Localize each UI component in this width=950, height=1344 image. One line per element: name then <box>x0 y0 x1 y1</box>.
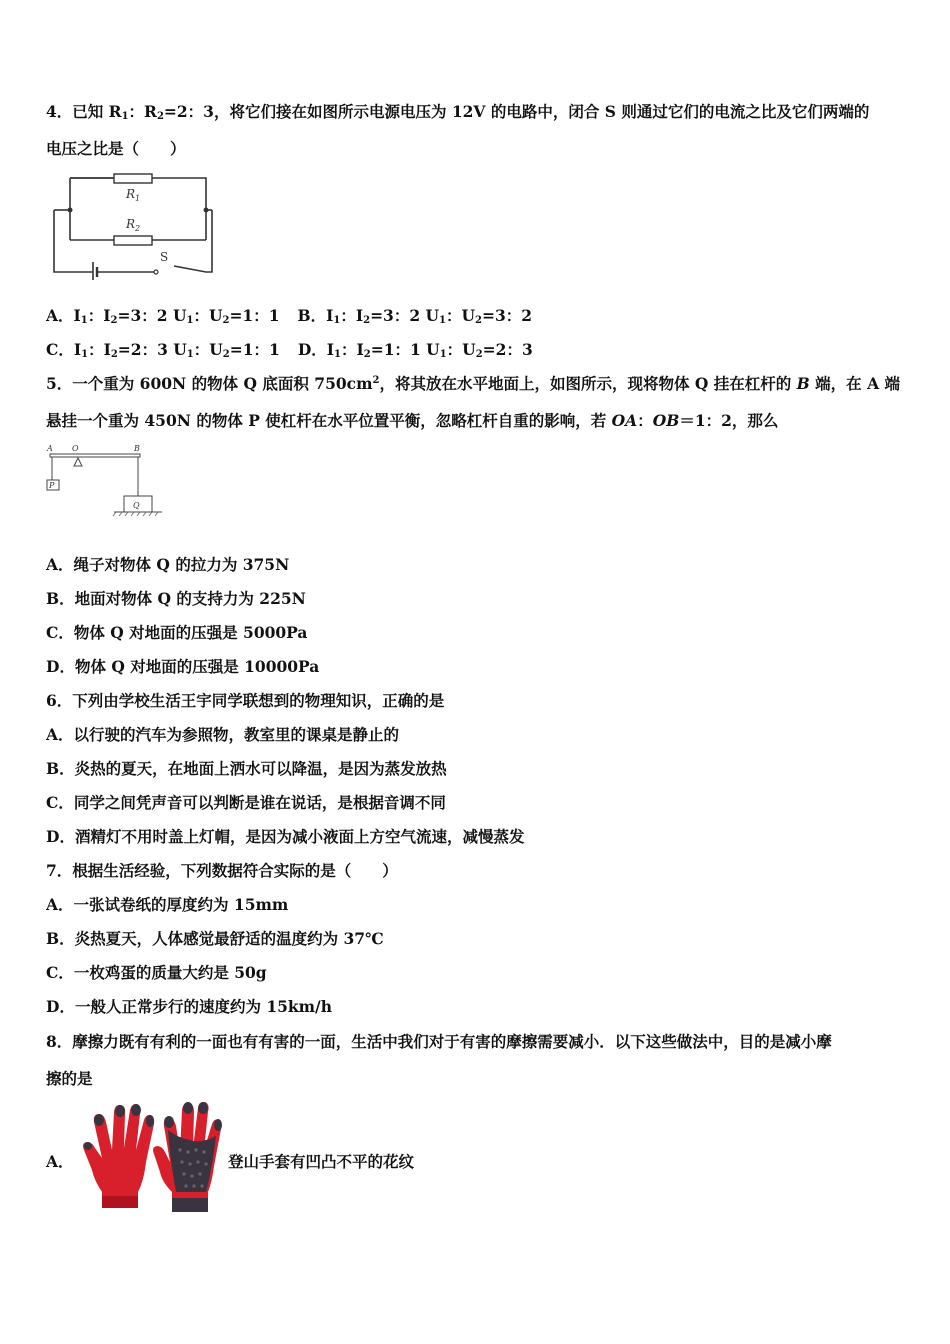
q4-stem-line1: 4．已知 $R_1$：$R_2=2$：3，将它们接在如图所示电源电压为 12V 的电路中，闭合 S 则通过它们的电流之比及它们两端的 <box>46 102 870 122</box>
q7-option-a: A．一张试卷纸的厚度约为 15mm <box>46 895 289 914</box>
q5-stem-line1: 5．一个重为 600N 的物体 Q 底面积 $750cm^2$，将其放在水平地面上，如图所示，现将物体 Q 挂在杠杆的 B 端，在 A 端 <box>46 374 900 393</box>
circuit-diagram <box>48 168 224 280</box>
lever-bar <box>50 454 140 457</box>
lever-diagram <box>44 440 168 520</box>
q5-option-b: B．地面对物体 Q 的支持力为 225N <box>46 589 306 608</box>
resistor-r1 <box>114 174 152 183</box>
switch-contact <box>154 270 158 274</box>
climbing-gloves-image <box>80 1100 230 1216</box>
q5-option-a: A．绳子对物体 Q 的拉力为 375N <box>46 555 290 574</box>
q6-option-a: A．以行驶的汽车为参照物，教室里的课桌是静止的 <box>46 725 400 744</box>
q8-option-a-text: 登山手套有凹凸不平的花纹 <box>228 1152 415 1171</box>
q5-option-d: D．物体 Q 对地面的压强是 10000Pa <box>46 657 320 676</box>
q5-stem-line2: 悬挂一个重为 450N 的物体 P 使杠杆在水平位置平衡，忽略杠杆自重的影响，若 OA：OB＝1：2，那么 <box>46 411 779 430</box>
q6-option-b: B．炎热的夏天，在地面上洒水可以降温，是因为蒸发放热 <box>46 759 447 778</box>
q8-stem-line2: 擦的是 <box>46 1069 93 1088</box>
q8-option-a-label: A． <box>46 1152 74 1171</box>
q7-option-c: C．一枚鸡蛋的质量大约是 50g <box>46 963 267 982</box>
q6-option-d: D．酒精灯不用时盖上灯帽，是因为减小液面上方空气流速，减慢蒸发 <box>46 827 525 846</box>
lever-label-b: B <box>134 444 140 453</box>
switch-label: S <box>160 250 169 264</box>
q4-options-ab: A．$I_1$：$I_2=3$：2 $U_1$：$U_2=1$：1 B．$I_1$：$I_2=3$：2 $U_1$：$U_2=3$：2 <box>46 306 533 326</box>
q7-option-b: B．炎热夏天，人体感觉最舒适的温度约为 37℃ <box>46 929 384 948</box>
q4-options-cd: C．$I_1$：$I_2=2$：3 $U_1$：$U_2=1$：1 D．$I_1$：$I_2=1$：1 $U_1$：$U_2=2$：3 <box>46 340 533 360</box>
q7-stem: 7．根据生活经验，下列数据符合实际的是（ ） <box>46 861 398 880</box>
q5-option-c: C．物体 Q 对地面的压强是 5000Pa <box>46 623 308 642</box>
q7-option-d: D．一般人正常步行的速度约为 15km/h <box>46 997 332 1016</box>
lever-label-o: O <box>72 444 79 453</box>
q6-option-c: C．同学之间凭声音可以判断是谁在说话，是根据音调不同 <box>46 793 446 812</box>
r1-label: $R_1$ <box>126 187 141 203</box>
fulcrum <box>74 458 82 466</box>
object-p-label: P <box>49 481 55 490</box>
glove-right <box>153 1102 222 1212</box>
r2-label: $R_2$ <box>126 217 141 233</box>
resistor-r2 <box>114 236 152 245</box>
glove-left <box>83 1104 154 1208</box>
q6-stem: 6．下列由学校生活王宇同学联想到的物理知识，正确的是 <box>46 691 445 710</box>
q4-stem-line2: 电压之比是（ ） <box>46 139 186 158</box>
q8-stem-line1: 8．摩擦力既有有利的一面也有有害的一面，生活中我们对于有害的摩擦需要减小．以下这些做法中，目的是减小摩 <box>46 1032 832 1051</box>
object-q-label: Q <box>133 501 140 510</box>
lever-label-a: A <box>47 444 53 453</box>
